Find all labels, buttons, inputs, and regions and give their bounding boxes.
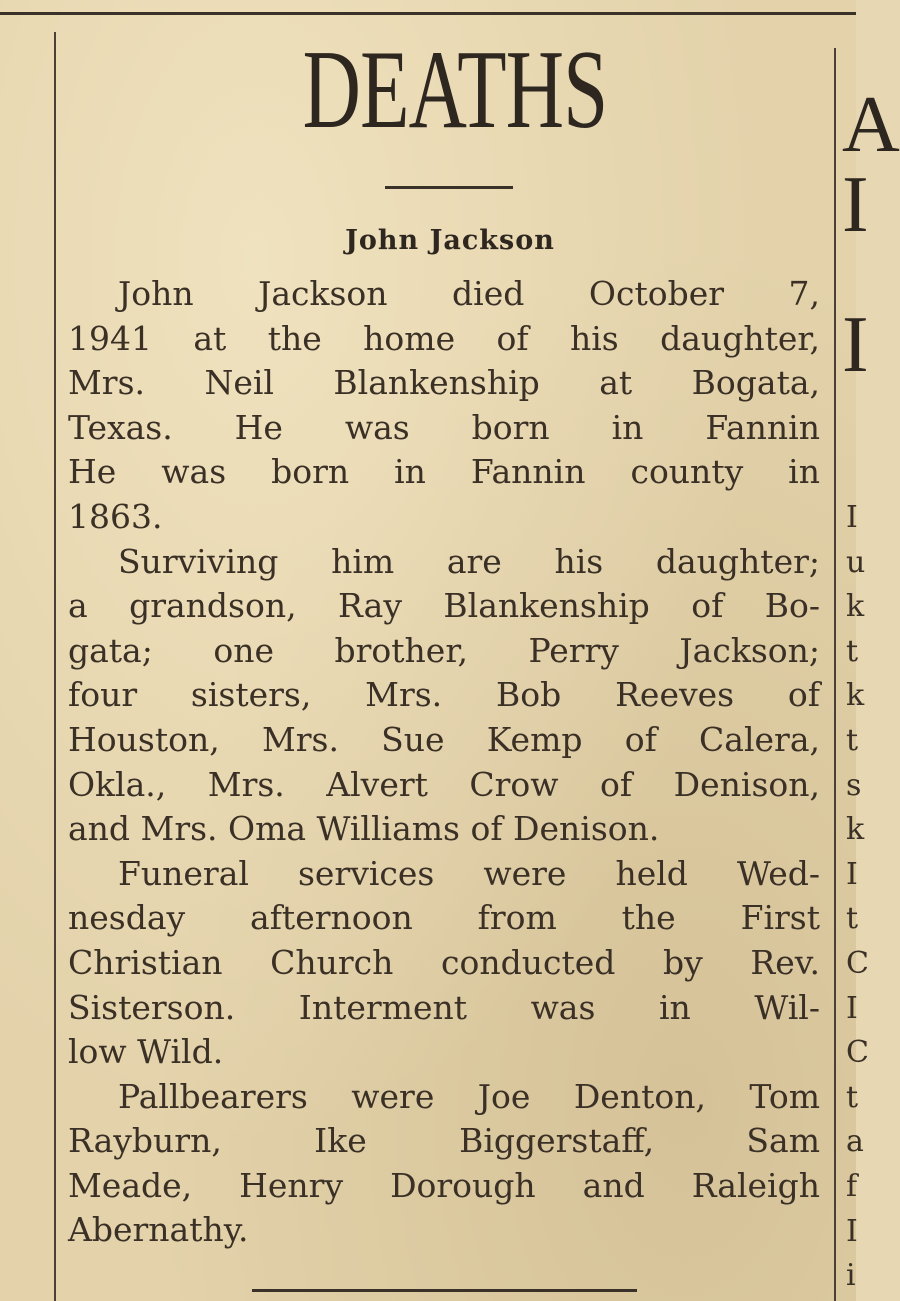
obituary-line: He was born in Fannin county in [68, 452, 820, 492]
adjacent-line-fragment: t [846, 901, 859, 937]
obituary-line: low Wild. [68, 1032, 224, 1072]
obituary-line: and Mrs. Oma Williams of Denison. [68, 809, 660, 849]
adjacent-line-fragment: C [846, 1035, 869, 1071]
obituary-line: Surviving him are his daughter; [118, 541, 820, 581]
obituary-line: a grandson, Ray Blankenship of Bo- [68, 586, 820, 626]
top-column-rule [0, 12, 856, 15]
obituary-line: Houston, Mrs. Sue Kemp of Calera, [68, 719, 820, 759]
adjacent-line-fragment: t [846, 723, 859, 758]
adjacent-line-fragment: I [846, 500, 858, 535]
adjacent-heading-fragment: I [842, 301, 869, 389]
adjacent-line-fragment: I [846, 990, 858, 1026]
adjacent-line-fragment: s [846, 767, 862, 803]
obituary-line: 1863. [68, 496, 163, 536]
adjacent-line-fragment: u [846, 544, 866, 580]
obituary-line: 1941 at the home of his daughter, [68, 318, 820, 358]
obituary-line: Pallbearers were Joe Denton, Tom [118, 1076, 820, 1116]
obituary-line: Okla., Mrs. Alvert Crow of Denison, [68, 764, 820, 804]
adjacent-line-fragment: k [846, 678, 865, 714]
obituary-line: four sisters, Mrs. Bob Reeves of [68, 675, 820, 715]
obituary-line: Texas. He was born in Fannin [68, 407, 820, 447]
adjacent-heading-fragment: A [842, 81, 900, 169]
left-column-rule [54, 32, 56, 1301]
obituary-paragraph [68, 852, 820, 1075]
obituary-paragraph [68, 1075, 820, 1253]
obituary-line: Funeral services were held Wed- [118, 853, 820, 893]
obituary-line: Christian Church conducted by Rev. [68, 942, 820, 982]
obituary-line: Rayburn, Ike Biggerstaff, Sam [68, 1121, 820, 1161]
adjacent-line-fragment: f [846, 1169, 858, 1204]
adjacent-line-fragment: t [846, 633, 859, 669]
obituary-body [68, 272, 820, 1253]
adjacent-heading-fragment: I [842, 161, 869, 249]
obituary-paragraph [68, 540, 820, 852]
right-column-rule [834, 48, 836, 1301]
obituary-line: nesday afternoon from the First [68, 898, 820, 938]
obituary-line: Meade, Henry Dorough and Raleigh [68, 1165, 820, 1205]
adjacent-line-fragment: C [846, 946, 869, 981]
adjacent-line-fragment: k [846, 589, 865, 625]
obituary-line: Mrs. Neil Blankenship at Bogata, [68, 363, 820, 403]
obituary-line: Sisterson. Interment was in Wil- [68, 987, 820, 1027]
obituary-line: gata; one brother, Perry Jackson; [68, 630, 820, 670]
adjacent-line-fragment: k [846, 812, 865, 848]
section-headline: DEATHS [302, 28, 608, 152]
obituary-paragraph [68, 272, 820, 540]
adjacent-line-fragment: a [846, 1124, 864, 1160]
adjacent-line-fragment: I [846, 856, 858, 892]
obituary-line: Abernathy. [68, 1210, 249, 1250]
headline-divider [385, 186, 513, 189]
adjacent-line-fragment: I [846, 1213, 858, 1249]
adjacent-line-fragment: t [846, 1079, 859, 1115]
obituary-line: John Jackson died October 7, [118, 274, 820, 313]
bottom-divider [252, 1289, 637, 1292]
obituary-name: John Jackson [345, 225, 555, 256]
adjacent-line-fragment: i [846, 1258, 856, 1294]
